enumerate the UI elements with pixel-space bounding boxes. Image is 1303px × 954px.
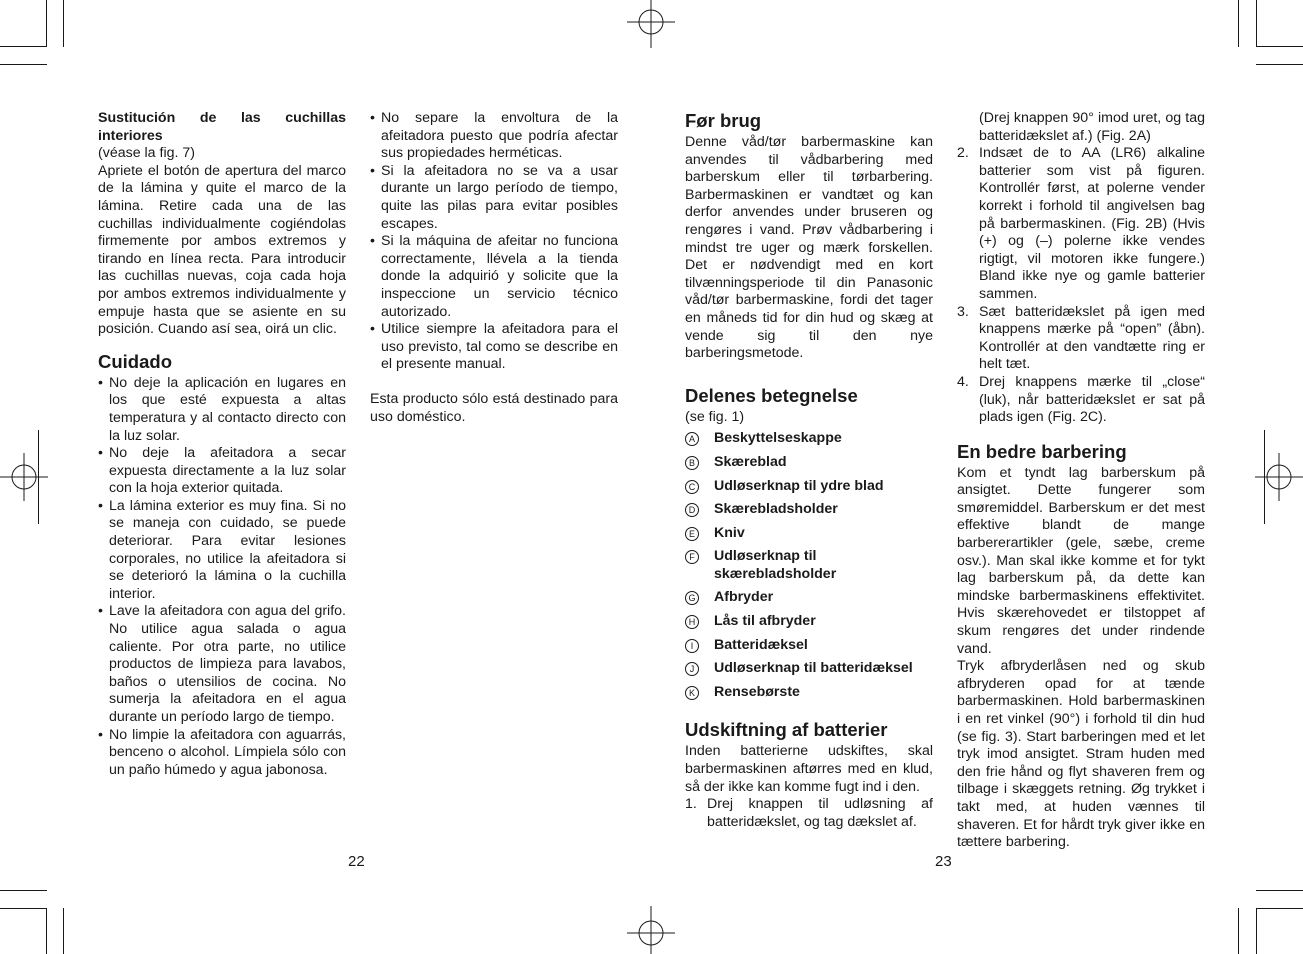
crop-mark	[38, 430, 39, 524]
part-label: Lås til afbryder	[714, 613, 816, 630]
crop-mark	[0, 64, 47, 65]
crop-mark	[46, 0, 47, 47]
list-item: • No separe la envoltura de la afeitadora puesto que podría afectar sus propiedades herméticas.	[370, 110, 618, 163]
part-marker: H	[685, 615, 699, 629]
step-number: 1.	[685, 796, 697, 813]
list-item	[957, 145, 1205, 303]
part-label: Kniv	[714, 524, 745, 541]
part-marker: C	[685, 480, 699, 494]
part-label: Rensebørste	[714, 683, 800, 700]
battery-steps-continued	[957, 145, 1205, 427]
list-item	[685, 454, 933, 472]
list-item: • La lámina exterior es muy fina. Si no se maneja con cuidado, se puede deteriorar. Para evitar lesiones corporales, no utilice la afeitadora si se deterioró la lámina o la cuchilla interior.	[98, 498, 346, 604]
part-marker: K	[685, 686, 699, 700]
part-label: Beskyttelseskappe	[714, 430, 842, 447]
list-item	[685, 637, 933, 655]
domestic-use-note: Esta producto sólo está destinado para uso doméstico.	[370, 390, 618, 425]
battery-steps	[685, 796, 933, 831]
step-text: Drej knappen til udløsning af batteridækslet, og tag dækslet af.	[707, 796, 933, 830]
caution-list	[98, 375, 346, 780]
danish-column-2	[957, 110, 1205, 852]
list-item	[685, 478, 933, 496]
crop-mark	[63, 0, 64, 47]
step-text: Drej knappens mærke til „close“ (luk), når batteridækslet er sat på plads igen (Fig. 2C).	[979, 373, 1205, 426]
step-continuation: (Drej knappen 90° imod uret, og tag batteridækslet af.) (Fig. 2A)	[979, 110, 1205, 144]
part-label: Skæreblad	[714, 453, 787, 470]
caution-list-continued	[370, 110, 618, 374]
better-shave-paragraph-2: Tryk afbryderlåsen ned og skub afbryderen opad for at tænde barbermaskinen. Hold barbermaskinen i en ret vinkel (90°) i forhold til din hud (se fig. 3). Start barberingen med et let tryk imod ansigtet. Stram huden med den frie hånd og flyt shaveren frem og tilbage i skæggets retning. Øg trykket i takt med, at huden vænnes til shaveren. Et for hårdt tryk giver ikke en tættere barbering.	[957, 658, 1205, 851]
part-label: Udløserknap til batteridæksel	[714, 660, 913, 677]
before-use-body: Denne våd/tør barbermaskine kan anvendes til vådbarbering med barberskum eller til tørbarbering. Barbermaskinen er vandtæt og kan derfor anvendes under bruseren og rengøres i vand. Prøv vådbarbering i mindst tre uger og mærk forskellen. Det er nødvendigt med en kort tilvænningsperiode til din Panasonic våd/tør barbermaskine, fordi det tager en måneds tid for din hud og skæg at vende sig til den nye barberingsmetode.	[685, 134, 933, 362]
parts-heading: Delenes betegnelse	[685, 384, 858, 406]
list-item: • No deje la aplicación en lugares en los que esté expuesta a altas temperatura y al contacto directo con la luz solar.	[98, 375, 346, 445]
page-number: 23	[935, 853, 952, 870]
crop-mark	[1256, 890, 1303, 891]
better-shave-paragraph-1: Kom et tyndt lag barberskum på ansigtet. Dette fungerer som smøremiddel. Barberskum er det mest effektive blandt de mange barbererartikler (gele, sæbe, creme osv.). Man skal ikke komme et for tykt lag barberskum på, da dette kan mindske barbermaskinens effektivitet. Hvis skærehovedet er tilstoppet af skum rengøres det under rindende vand.	[957, 464, 1205, 657]
danish-column-1	[685, 110, 933, 831]
part-marker: I	[685, 639, 699, 653]
crop-mark	[1264, 430, 1265, 524]
part-label: Udløserknap til skærebladsholder	[714, 548, 837, 582]
part-label: Udløserknap til ydre blad	[714, 477, 884, 494]
part-marker: G	[685, 591, 699, 605]
step-number: 3.	[957, 303, 969, 320]
crop-mark	[1256, 0, 1257, 47]
spanish-column-1	[98, 110, 346, 779]
part-marker: B	[685, 456, 699, 470]
crop-mark	[1256, 64, 1303, 65]
step-text: Sæt batteridækslet på igen med knappens mærke på “open” (åbn). Kontrollér at den vandtætte ring er helt tæt.	[979, 303, 1205, 373]
list-item: • Si la máquina de afeitar no funciona correctamente, llévela a la tienda donde la adquirió y solicite que la inspeccione un servicio técnico autorizado.	[370, 233, 618, 321]
crop-mark	[1238, 0, 1239, 47]
page-number: 22	[348, 853, 365, 870]
list-item	[685, 613, 933, 631]
replacement-body: Apriete el botón de apertura del marco de la lámina y quite el marco de la lámina. Retire cada una de las cuchillas individualmente cogiéndolas firmemente por ambos extremos y tirando en línea recta. Para introducir las cuchillas nuevas, coja cada hoja por ambos extremos individualmente y empuje hasta que se asiente en su posición. Cuando así sea, oirá un clic.	[98, 162, 346, 338]
crop-mark	[1256, 46, 1303, 47]
registration-mark-icon	[627, 906, 675, 954]
crop-mark	[1256, 908, 1303, 909]
spanish-column-2	[370, 110, 618, 426]
step-text: Indsæt de to AA (LR6) alkaline batterier som vist på figuren. Kontrollér først, at polerne vender korrekt i forhold til angivelsen bag på barbermaskinen. (Fig. 2B) (Hvis (+) og (–) polerne ikke vendes rigtigt, vil motoren ikke fungere.) Bland ikke nye og gamle batterier sammen.	[979, 145, 1205, 302]
list-item	[685, 525, 933, 543]
step-number: 2.	[957, 145, 969, 162]
list-item: • No limpie la afeitadora con aguarrás, benceno o alcohol. Límpiela sólo con un paño húmedo y agua jabonosa.	[98, 727, 346, 780]
before-use-heading: Før brug	[685, 110, 762, 131]
figure-reference: (véase la fig. 7)	[98, 145, 195, 162]
crop-mark	[0, 908, 47, 909]
list-item	[957, 304, 1205, 374]
list-item	[685, 589, 933, 607]
step-number: 4.	[957, 373, 969, 390]
part-marker: A	[685, 432, 699, 446]
part-label: Afbryder	[714, 589, 774, 606]
part-marker: F	[685, 550, 699, 564]
crop-mark	[63, 908, 64, 954]
list-item: • Lave la afeitadora con agua del grifo. No utilice agua salada o agua caliente. Por otra parte, no utilice productos de limpieza para lavabos, baños o utensilios de cocina. No sumerja la afeitadora en el agua durante un período largo de tiempo.	[98, 603, 346, 726]
list-item	[957, 374, 1205, 427]
list-item	[685, 796, 933, 831]
crop-mark	[1256, 908, 1257, 954]
replacement-heading: Sustitución de las cuchillas interiores	[98, 110, 346, 144]
battery-heading: Udskiftning af batterier	[685, 719, 888, 741]
list-item	[685, 548, 933, 583]
list-item: • Utilice siempre la afeitadora para el uso previsto, tal como se describe en el presente manual.	[370, 321, 618, 374]
part-label: Skærebladsholder	[714, 501, 838, 518]
list-item: • Si la afeitadora no se va a usar durante un largo período de tiempo, quite las pilas para evitar posibles escapes.	[370, 163, 618, 233]
list-item	[685, 660, 933, 678]
battery-body: Inden batterierne udskiftes, skal barbermaskinen aftørres med en klud, så der ikke kan komme fugt ind i den.	[685, 743, 933, 795]
list-item: • No deje la afeitadora a secar expuesta directamente a la luz solar con la hoja exterior quitada.	[98, 445, 346, 498]
part-label: Batteridæksel	[714, 636, 808, 653]
crop-mark	[0, 46, 47, 47]
registration-mark-icon	[627, 0, 675, 48]
caution-heading: Cuidado	[98, 350, 172, 372]
part-marker: E	[685, 527, 699, 541]
crop-mark	[46, 908, 47, 954]
crop-mark	[0, 890, 47, 891]
part-marker: D	[685, 503, 699, 517]
crop-mark	[1238, 908, 1239, 954]
list-item	[685, 501, 933, 519]
registration-mark-icon	[1255, 453, 1303, 501]
part-marker: J	[685, 662, 699, 676]
better-shave-heading: En bedre barbering	[957, 440, 1127, 462]
figure-reference: (se fig. 1)	[685, 408, 745, 425]
parts-list	[685, 430, 933, 701]
list-item	[685, 684, 933, 702]
registration-mark-icon	[0, 453, 48, 501]
list-item	[685, 430, 933, 448]
